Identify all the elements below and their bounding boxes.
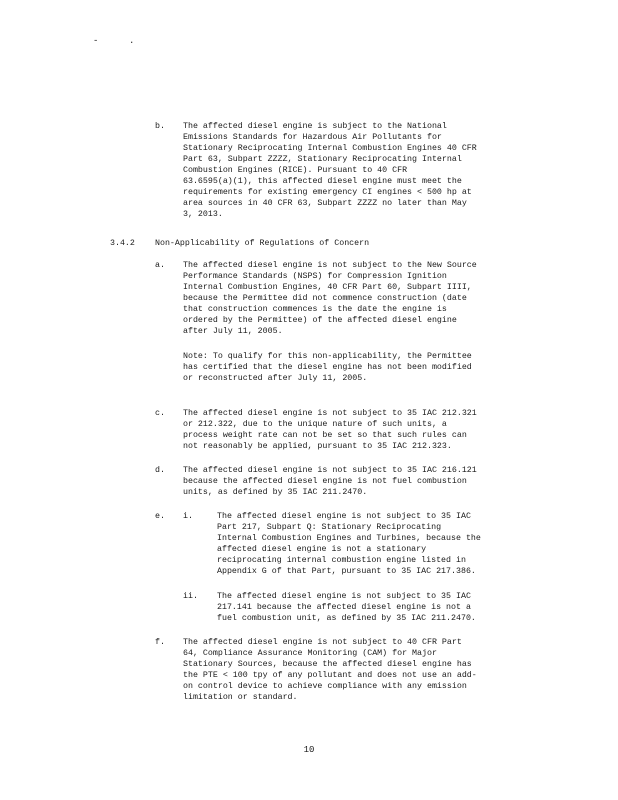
page-number: 10 — [303, 745, 315, 755]
item-e-letter: e. — [155, 512, 165, 521]
item-c-text: The affected diesel engine is not subject to 35 IAC 212.321 or 212.322, due to the unique nature of such units, a process weight rate can not be set so that such rules can not reasonably be applied, pursuant to 35 IAC 212.323. — [183, 409, 477, 451]
item-c-letter: c. — [155, 409, 165, 418]
item-f-text: The affected diesel engine is not subject to 40 CFR Part 64, Compliance Assurance Monitoring (CAM) for Major Stationary Sources, because the affected diesel engine has the PTE < 100 tpy of any pollutant and does not use an add- on control device to achieve compliance with any emission limitation or standard. — [183, 638, 477, 702]
section-number: 3.4.2 — [110, 239, 135, 248]
item-f-letter: f. — [155, 638, 165, 647]
item-d-letter: d. — [155, 466, 165, 475]
section-title: Non-Applicability of Regulations of Concern — [155, 239, 370, 248]
item-a-letter: a. — [155, 261, 165, 270]
corner-mark-1: - — [93, 36, 99, 46]
item-d-text: The affected diesel engine is not subject to 35 IAC 216.121 because the affected diesel engine is not fuel combustion units, as defined by 35 IAC 211.2470. — [183, 466, 477, 497]
item-a-note: Note: To qualify for this non-applicability, the Permittee has certified that the diesel engine has not been modified or reconstructed after July 11, 2005. — [183, 352, 472, 383]
item-b-text: The affected diesel engine is subject to the National Emissions Standards for Hazardous Air Pollutants for Stationary Reciprocating Internal Combustion Engines 40 CFR Part 63, Subpart ZZZZ, Stationary Reciprocating Internal Combustion Engines (RICE). Pursuant to 40 CFR 63.6595(a)(1), this affected diesel engine must meet the requirements for existing emergency CI engines < 500 hp at area sources in 40 CFR 63, Subpart ZZZZ no later than May 3, 2013. — [183, 122, 477, 219]
item-a-text: The affected diesel engine is not subject to the New Source Performance Standards (NSPS) for Compression Ignition Internal Combustion Engines, 40 CFR Part 60, Subpart IIII, because the Permittee did not commence construction (date that construction commences is the date the engine is ordered by the Permittee) of the affected diesel engine after July 11, 2005. — [183, 261, 477, 336]
item-e-sub-i-text: The affected diesel engine is not subject to 35 IAC Part 217, Subpart Q: Stationary Reciprocating Internal Combustion Engines and Turbines, because the affected diesel engine is not a stationary reciprocating internal combustion engine listed in Appendix G of that Part, pursuant to 35 IAC 217.386. — [217, 512, 481, 576]
item-e-sub-i-label: i. — [183, 512, 193, 521]
item-b-letter: b. — [155, 122, 165, 131]
item-e-sub-ii-text: The affected diesel engine is not subject to 35 IAC 217.141 because the affected diesel engine is not a fuel combustion unit, as defined by 35 IAC 211.2470. — [217, 592, 476, 623]
corner-mark-2: . — [129, 36, 135, 46]
item-e-sub-ii-label: ii. — [183, 592, 198, 601]
